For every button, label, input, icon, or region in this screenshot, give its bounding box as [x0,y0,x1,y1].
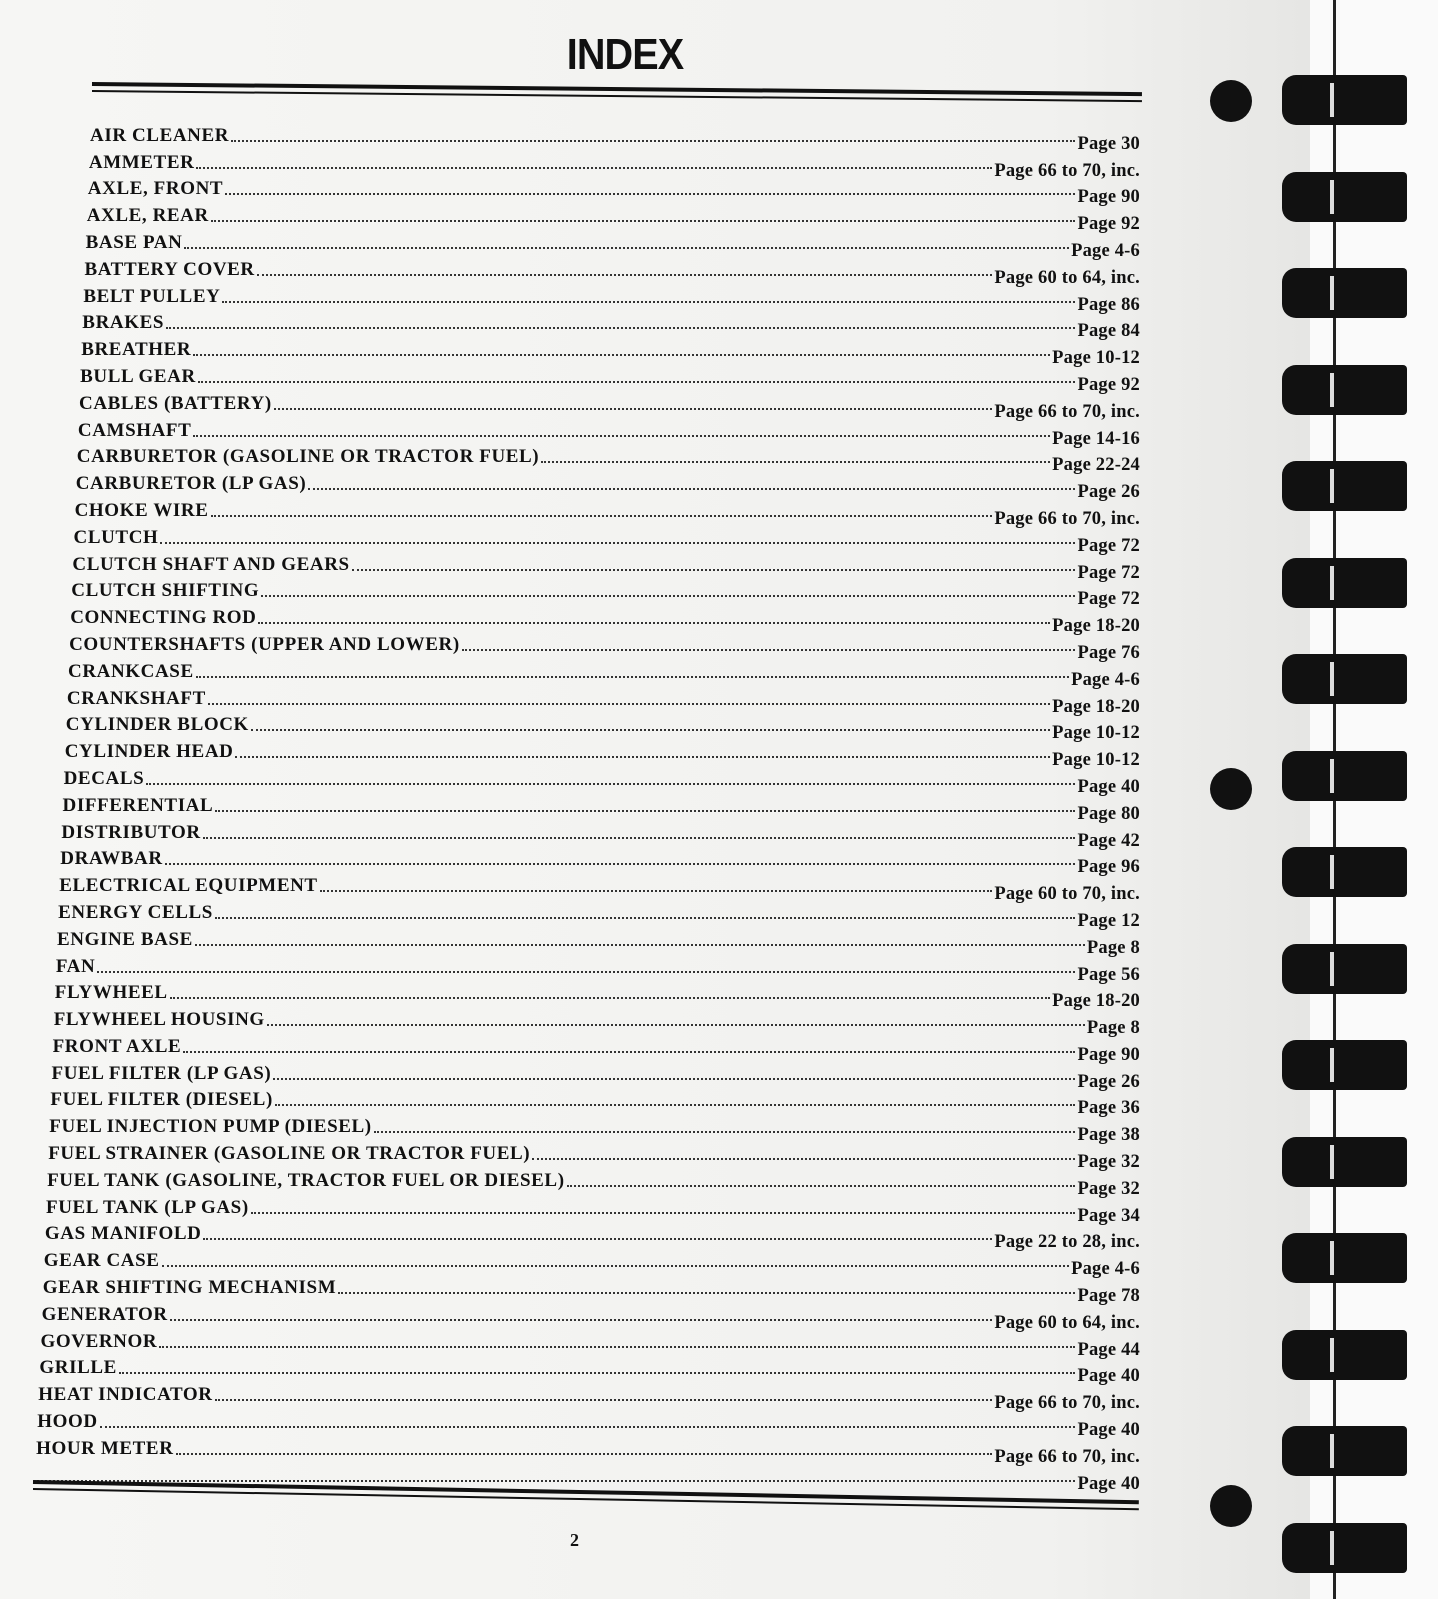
binding-ring [1282,654,1407,704]
index-entry [0,1031,1140,1065]
entry-label: FUEL TANK (LP GAS) [46,1196,249,1218]
dot-leader [196,167,992,169]
entry-label: CYLINDER HEAD [64,741,234,763]
entry-page: Page 4-6 [1071,669,1140,690]
entry-page: Page 66 to 70, inc. [994,401,1140,422]
dot-leader [275,1104,1076,1106]
entry-label: DIFFERENTIAL [62,794,214,816]
dot-leader [193,354,1050,356]
dot-leader [100,1426,1076,1428]
binding-ring [1282,944,1407,994]
entry-page: Page 10-12 [1052,348,1140,369]
entry-label: FUEL INJECTION PUMP (DIESEL) [49,1116,372,1138]
dot-leader [222,301,1075,303]
entry-page: Page 40 [1077,1366,1140,1387]
entry-label: BASE PAN [85,231,183,253]
dot-leader [176,1453,993,1455]
entry-label: CRANKCASE [68,660,194,682]
index-entry [0,924,1140,958]
index-entry [0,1433,1140,1467]
entry-page: Page 72 [1077,589,1140,610]
entry-page: Page 60 to 70, inc. [994,884,1140,905]
entry-page: Page 96 [1077,857,1140,878]
binding-ring [1282,1523,1407,1573]
entry-label: ELECTRICAL EQUIPMENT [59,875,318,897]
index-entry [0,1219,1140,1253]
index-entry [0,1192,1140,1226]
entry-label: AMMETER [88,151,195,173]
dot-leader [267,1024,1085,1026]
entry-label: CYLINDER BLOCK [65,714,249,736]
page-title: INDEX [566,30,684,79]
entry-label: BATTERY COVER [84,258,255,280]
dot-leader [235,756,1050,758]
index-entry [0,1406,1140,1441]
index-entry [0,1058,1140,1092]
index-entry [0,656,1140,690]
entry-label: FRONT AXLE [52,1035,182,1057]
dot-leader [261,595,1075,597]
entry-page: Page 10-12 [1052,750,1140,771]
binding-ring [1282,751,1407,801]
entry-page: Page 80 [1077,803,1140,824]
dot-leader [231,140,1075,142]
entry-page: Page 86 [1077,294,1140,315]
index-entry [0,1138,1140,1173]
index-entry [0,1085,1140,1119]
entry-page: Page 66 to 70, inc. [994,1393,1140,1414]
index-entry [0,683,1140,717]
index-entry [0,710,1140,744]
dot-leader [37,1480,1075,1482]
top-rule [92,82,1142,96]
dot-leader [119,1372,1076,1374]
dot-leader [257,274,993,276]
binding-ring [1282,1426,1407,1476]
index-entry [0,254,1140,288]
entry-label: GEAR CASE [43,1250,160,1272]
entry-page: Page 44 [1077,1339,1140,1360]
entry-label: FUEL TANK (GASOLINE, TRACTOR FUEL OR DIESEL) [47,1169,565,1191]
entry-label: CHOKE WIRE [74,499,209,521]
page-number: 2 [570,1530,579,1550]
entry-page: Page 38 [1077,1125,1140,1146]
entry-label: GOVERNOR [40,1330,158,1352]
dot-leader [532,1158,1075,1160]
index-entry [0,763,1140,797]
entry-page: Page 26 [1077,1071,1140,1092]
entry-label: GAS MANIFOLD [44,1223,202,1245]
index-entry [0,817,1140,851]
dot-leader [274,408,993,410]
dot-leader [215,917,1076,919]
entry-page: Page 32 [1077,1178,1140,1199]
index-entry [0,495,1140,529]
entry-page: Page 90 [1077,187,1140,208]
entry-page: Page 56 [1077,964,1140,985]
dot-leader [462,649,1076,651]
entry-label: HOUR METER [36,1437,174,1459]
index-entry [0,1326,1140,1360]
entry-label: GEAR SHIFTING MECHANISM [42,1277,337,1299]
entry-label: CONNECTING ROD [70,607,257,629]
entry-page: Page 18-20 [1052,991,1140,1012]
entry-label: DECALS [63,767,145,789]
binding-ring [1282,461,1407,511]
dot-leader [211,220,1076,222]
entry-page: Page 12 [1077,910,1140,931]
index-list [0,120,1170,1494]
entry-page: Page 72 [1077,535,1140,556]
binding-ring [1282,172,1407,222]
entry-label: DRAWBAR [60,848,163,870]
entry-page: Page 66 to 70, inc. [994,1446,1140,1467]
dot-leader [97,971,1075,973]
entry-page: Page 26 [1077,482,1140,503]
index-entry [0,602,1140,637]
index-entry [0,1379,1140,1414]
entry-label: CLUTCH [73,526,159,548]
binding-ring [1282,1040,1407,1090]
entry-page: Page 66 to 70, inc. [994,508,1140,529]
entry-label: HOOD [37,1411,98,1433]
dot-leader [170,1319,993,1321]
binding-ring [1282,268,1407,318]
index-entry [0,227,1140,261]
entry-label: AXLE, REAR [86,205,209,227]
entry-page: Page 92 [1077,214,1140,235]
index-entry [0,200,1140,235]
entry-page: Page 4-6 [1071,240,1140,261]
index-entry [0,844,1140,878]
entry-page: Page 66 to 70, inc. [994,160,1140,181]
dot-leader [203,837,1076,839]
entry-label: BULL GEAR [80,365,196,387]
index-entry [0,629,1140,663]
dot-leader [162,1265,1070,1267]
entry-label: CLUTCH SHIFTING [71,580,260,602]
entry-page: Page 36 [1077,1098,1140,1119]
index-entry [0,978,1140,1012]
entry-label: COUNTERSHAFTS (UPPER AND LOWER) [69,633,460,655]
dot-leader [338,1292,1075,1294]
index-entry [0,334,1140,369]
entry-page: Page 40 [1077,1420,1140,1441]
entry-page: Page 40 [1077,1473,1140,1494]
index-entry [0,897,1140,931]
index-entry [0,1004,1140,1039]
entry-page: Page 90 [1077,1044,1140,1065]
entry-label: FUEL FILTER (DIESEL) [50,1089,273,1111]
entry-page: Page 76 [1077,642,1140,663]
index-entry [0,790,1140,824]
binding-ring [1282,847,1407,897]
dot-leader [225,193,1075,195]
dot-leader [251,1212,1076,1214]
entry-label: CABLES (BATTERY) [79,392,272,414]
index-entry [0,388,1140,422]
entry-label: FLYWHEEL HOUSING [53,1009,265,1031]
dot-leader [208,703,1050,705]
index-entry [0,951,1140,985]
binding-ring [1282,1233,1407,1283]
dot-leader [251,729,1050,731]
entry-page: Page 40 [1077,776,1140,797]
entry-label: ENGINE BASE [57,928,193,950]
dot-leader [159,1346,1075,1348]
dot-leader [215,810,1075,812]
dot-leader [193,435,1050,437]
index-entry [0,549,1140,583]
index-entry [0,1111,1140,1146]
entry-label: FLYWHEEL [54,982,168,1004]
dot-leader [308,488,1075,490]
entry-label: BREATHER [81,339,192,361]
index-entry [0,1165,1140,1199]
entry-label: CARBURETOR (LP GAS) [75,473,307,495]
dot-leader [165,863,1076,865]
entry-page: Page 60 to 64, inc. [994,1312,1140,1333]
dot-leader [183,1051,1075,1053]
entry-page: Page 4-6 [1071,1259,1140,1280]
entry-page: Page 92 [1077,374,1140,395]
index-entry [0,522,1140,556]
index-entry [0,281,1140,315]
index-entry [0,1353,1140,1387]
binding-ring [1282,1137,1407,1187]
entry-page: Page 60 to 64, inc. [994,267,1140,288]
entry-page: Page 78 [1077,1286,1140,1307]
binding-ring [1282,1330,1407,1380]
entry-page: Page 18-20 [1052,696,1140,717]
entry-label: CARBURETOR (GASOLINE OR TRACTOR FUEL) [76,446,540,468]
index-entry [0,174,1140,208]
entry-page: Page 72 [1077,562,1140,583]
dot-leader [273,1078,1075,1080]
entry-label: FUEL FILTER (LP GAS) [51,1062,272,1084]
entry-page: Page 18-20 [1052,616,1140,637]
entry-page: Page 22-24 [1052,455,1140,476]
dot-leader [215,1399,993,1401]
dot-leader [258,622,1050,624]
entry-page: Page 32 [1077,1152,1140,1173]
index-entry [0,442,1140,476]
entry-label: HEAT INDICATOR [38,1384,213,1406]
entry-label: AXLE, FRONT [87,178,224,200]
entry-page: Page 10-12 [1052,723,1140,744]
index-entry [0,468,1140,503]
dot-leader [541,461,1050,463]
dot-leader [160,542,1075,544]
index-entry [0,736,1140,771]
entry-label: CAMSHAFT [77,419,192,441]
dot-leader [374,1131,1076,1133]
entry-label: BELT PULLEY [83,285,221,307]
entry-label: DISTRIBUTOR [61,821,201,843]
dot-leader [211,515,993,517]
dot-leader [567,1185,1076,1187]
binding-ring [1282,558,1407,608]
index-entry [0,1299,1140,1333]
entry-page: Page 8 [1086,1018,1140,1039]
entry-page: Page 8 [1086,937,1140,958]
index-entry [0,1245,1140,1280]
entry-page: Page 42 [1077,830,1140,851]
dot-leader [203,1238,992,1240]
entry-label: CRANKSHAFT [66,687,206,709]
binding-ring [1282,365,1407,415]
dot-leader [195,944,1085,946]
entry-page: Page 14-16 [1052,428,1140,449]
index-entry [0,120,1140,154]
dot-leader [184,247,1069,249]
entry-label: FUEL STRAINER (GASOLINE OR TRACTOR FUEL) [48,1143,531,1165]
dot-leader [196,676,1069,678]
dot-leader [166,327,1075,329]
entry-page: Page 30 [1077,133,1140,154]
punch-hole [1210,1485,1252,1527]
entry-label: BRAKES [82,312,165,334]
dot-leader [170,997,1051,999]
entry-page: Page 22 to 28, inc. [994,1232,1140,1253]
entry-label: CLUTCH SHAFT AND GEARS [72,553,350,575]
dot-leader [320,890,993,892]
entry-label: ENERGY CELLS [58,901,213,923]
index-entry [0,308,1140,342]
index-entry [0,1272,1140,1307]
index-entry [0,576,1140,610]
dot-leader [198,381,1076,383]
index-entry [0,870,1140,905]
entry-label: AIR CLEANER [90,124,230,146]
index-entry [0,415,1140,449]
entry-label: GRILLE [39,1357,117,1379]
dot-leader [146,783,1075,785]
punch-hole [1210,80,1252,122]
index-entry [0,147,1140,181]
entry-page: Page 34 [1077,1205,1140,1226]
binding-ring [1282,75,1407,125]
entry-label: FAN [55,955,96,977]
entry-page: Page 84 [1077,321,1140,342]
index-entry [0,361,1140,395]
entry-label: GENERATOR [41,1303,168,1325]
dot-leader [352,569,1076,571]
punch-hole [1210,768,1252,810]
